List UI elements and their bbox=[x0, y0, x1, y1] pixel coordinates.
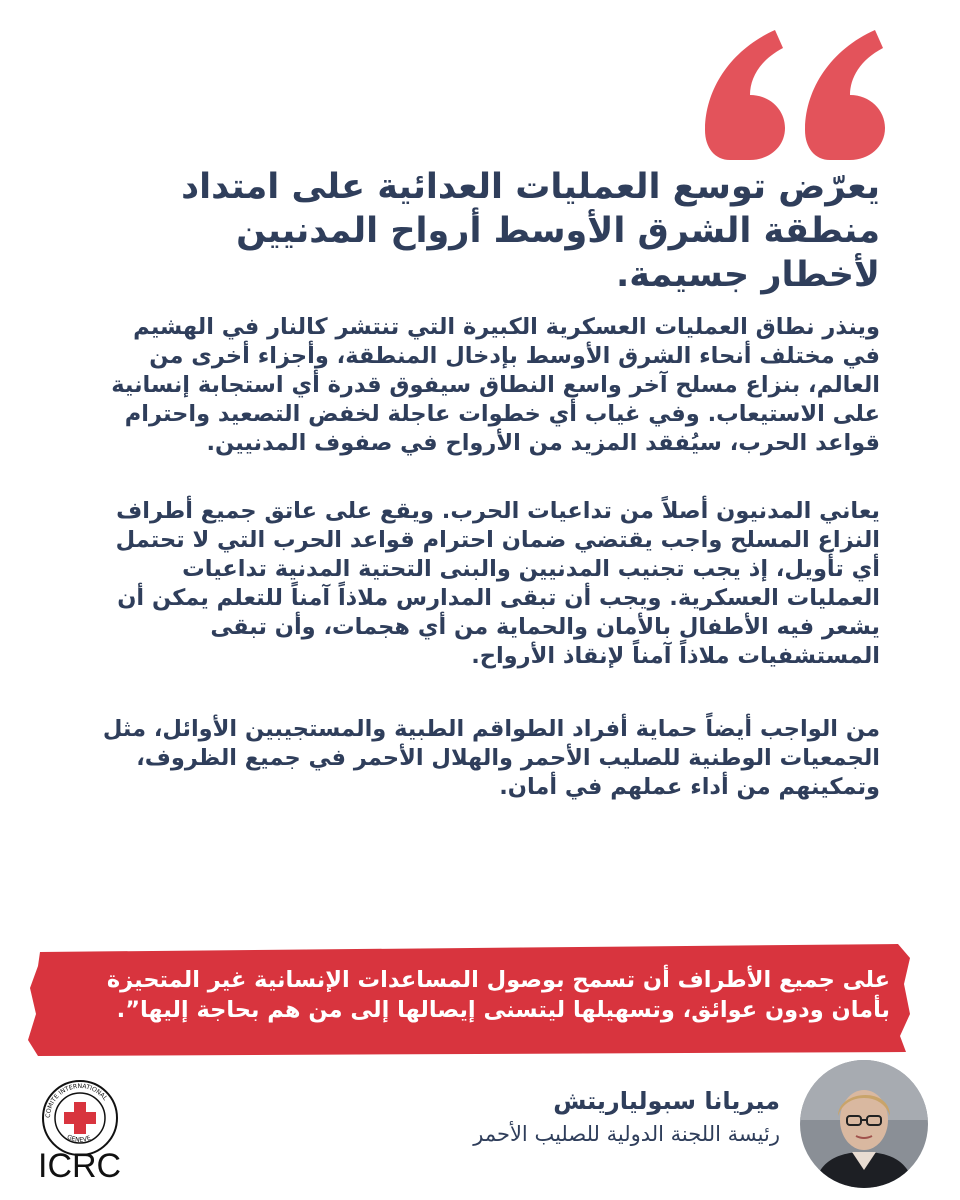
headline: يعرّض توسع العمليات العدائية على امتداد منطقة الشرق الأوسط أرواح المدنيين لأخطار جسيمة. bbox=[181, 167, 880, 295]
icrc-emblem-icon bbox=[40, 1078, 120, 1158]
svg-text:COMITE INTERNATIONAL: COMITE INTERNATIONAL bbox=[44, 1082, 109, 1119]
paragraph-3: من الواجب أيضاً حماية أفراد الطواقم الطبية والمستجيبين الأوائل، مثل الجمعيات الوطنية للصليب الأحمر والهلال الأحمر في جميع الظروف، وتمكينهم من أداء عملهم في أمان. bbox=[102, 716, 880, 800]
paragraph-1: وينذر نطاق العمليات العسكرية الكبيرة التي تنتشر كالنار في الهشيم في مختلف أنحاء الشرق الأوسط بإدخال المنطقة، وأجزاء أخرى من العالم، بنزاع مسلح آخر واسع النطاق سيفوق قدرة أي استجابة إنسانية على الاستيعاب. وفي غياب أي خطوات عاجلة لخفض التصعيد واحترام قواعد الحرب، سيُفقد المزيد من الأرواح في صفوف المدنيين. bbox=[111, 314, 880, 456]
icrc-logo-text: ICRC bbox=[38, 1147, 122, 1185]
speaker-title: رئيسة اللجنة الدولية للصليب الأحمر bbox=[473, 1122, 780, 1146]
speaker-avatar bbox=[800, 1060, 928, 1188]
svg-text:GENEVE: GENEVE bbox=[65, 1133, 92, 1144]
quote-mark-icon bbox=[705, 20, 905, 160]
paragraph-2: يعاني المدنيون أصلاً من تداعيات الحرب. ويقع على عاتق جميع أطراف النزاع المسلح واجب يقتضي ضمان احترام قواعد الحرب التي لا تحتمل أي تأويل، إذ يجب تجنيب المدنيين والبنى التحتية المدنية تداعيات العمليات العسكرية. ويجب أن تبقى المدارس ملاذاً آمناً للتعلم يمكن أن يشعر فيه الأطفال بالأمان والحماية من أي هجمات، وأن تبقى المستشفيات ملاذاً آمناً لإنقاذ الأرواح. bbox=[115, 498, 880, 669]
speaker-name: ميريانا سبولياريتش bbox=[553, 1087, 780, 1115]
banner-quote: على جميع الأطراف أن تسمح بوصول المساعدات الإنسانية غير المتحيزة بأمان ودون عوائق، وتسهيلها ليتسنى إيصالها إلى من هم بحاجة إليها”. bbox=[106, 967, 890, 1023]
